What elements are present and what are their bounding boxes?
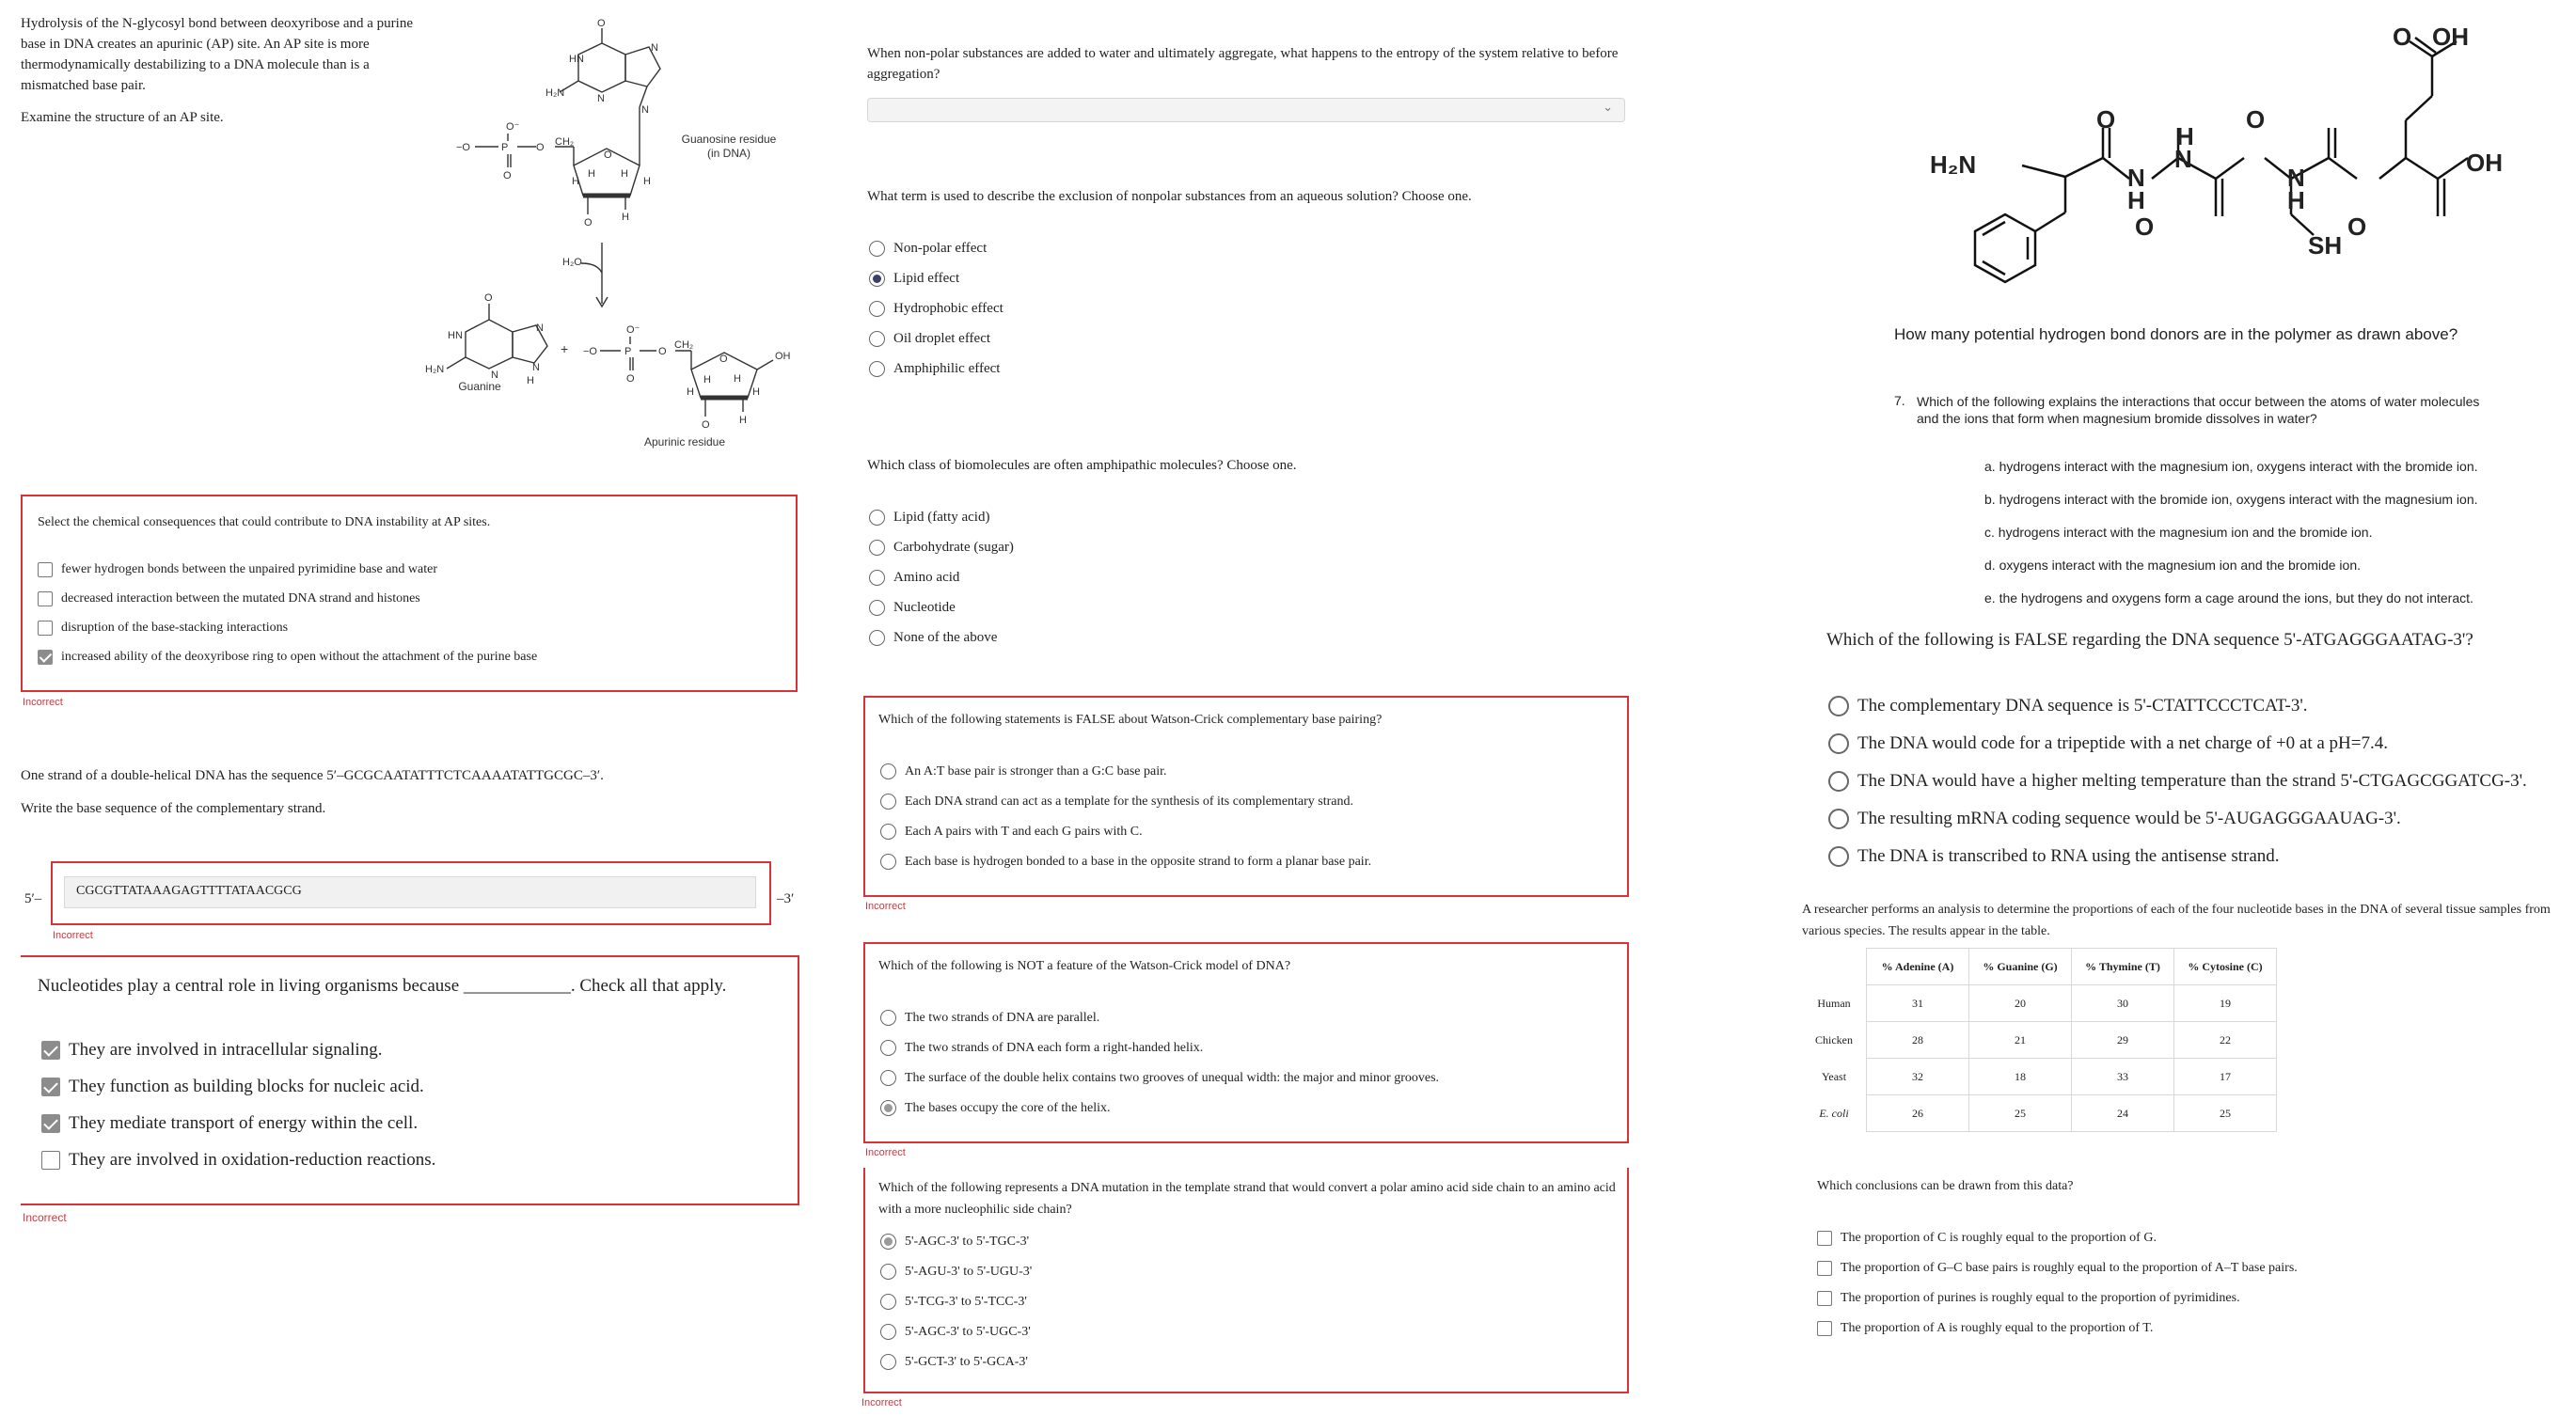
checkbox[interactable] [38, 591, 53, 606]
svg-text:H: H [622, 212, 629, 223]
radio-button[interactable] [880, 854, 896, 870]
svg-text:O: O [658, 346, 667, 357]
option-label: The DNA would have a higher melting temperature than the strand 5'-CTGAGCGGATCG-3'. [1857, 771, 2527, 791]
comp-answer-box [51, 861, 771, 925]
mgbr-option-b[interactable]: b. hydrogens interact with the bromide ion, oxygens interact with the magnesium ion. [1984, 492, 2478, 507]
radio-button[interactable] [1828, 696, 1849, 716]
option-label: Amphiphilic effect [893, 361, 1001, 376]
nuc-option-2[interactable] [41, 1077, 424, 1097]
mgbr-option-d[interactable]: d. oxygens interact with the magnesium ion and the bromide ion. [1984, 558, 2362, 573]
ap-question-box [21, 495, 798, 692]
class-option-1[interactable] [869, 510, 989, 526]
nuc-option-3[interactable] [41, 1113, 418, 1134]
option-label: Carbohydrate (sugar) [893, 540, 1014, 555]
option-label: The DNA is transcribed to RNA using the antisense strand. [1857, 846, 2280, 866]
feat-option-2[interactable] [880, 1040, 1203, 1056]
strand-suffix: –3′ [777, 891, 795, 906]
wc-option-4[interactable] [880, 854, 1371, 870]
radio-button[interactable] [880, 763, 896, 779]
wc-question-prompt: Which of the following statements is FALSE about Watson-Crick complementary base pairing? [878, 713, 1383, 727]
ap-option-3[interactable] [38, 621, 288, 636]
table-cell: 25 [1969, 1095, 2072, 1132]
feat-question-box [863, 942, 1629, 1143]
column-header: % Adenine (A) [1867, 949, 1969, 985]
row-label: Human [1802, 985, 1867, 1022]
option-label: Nucleotide [893, 600, 956, 615]
svg-text:H: H [643, 176, 651, 187]
option-label: The two strands of DNA each form a right-handed helix. [905, 1040, 1204, 1055]
option-label: They are involved in intracellular signaling. [69, 1040, 383, 1060]
option-label: fewer hydrogen bonds between the unpaired pyrimidine base and water [61, 562, 438, 576]
svg-text:O: O [604, 149, 612, 161]
ap-option-2[interactable] [38, 591, 420, 606]
svg-text:N: N [532, 362, 540, 373]
option-label: 5'-AGC-3' to 5'-UGC-3' [905, 1324, 1031, 1339]
svg-text:CH₂: CH₂ [555, 136, 575, 148]
option-label: They mediate transport of energy within the cell. [69, 1113, 419, 1133]
svg-text:N: N [491, 370, 498, 381]
svg-text:HN: HN [448, 330, 463, 341]
checkbox-checked[interactable] [41, 1114, 60, 1133]
svg-text:N: N [597, 93, 605, 104]
option-label: The surface of the double helix contains two grooves of unequal width: the major and minor grooves. [905, 1070, 1440, 1085]
svg-text:O: O [503, 170, 512, 181]
svg-text:−O: −O [456, 142, 470, 153]
term-option-4[interactable] [869, 331, 990, 347]
svg-text:H: H [752, 386, 760, 398]
table-corner [1802, 949, 1867, 985]
guanosine-sublabel: (in DNA) [706, 147, 751, 160]
class-option-2[interactable] [869, 540, 1014, 556]
checkbox[interactable] [1817, 1261, 1832, 1276]
table-header-row [1802, 949, 2277, 985]
entropy-select[interactable] [867, 98, 1625, 122]
feat-option-3[interactable] [880, 1070, 1439, 1086]
mgbr-question-prompt: Which of the following explains the interactions that occur between the atoms of water molecules and the ions that form when magnesium bromide dissolves in water? [1917, 394, 2480, 426]
radio-button[interactable] [869, 630, 885, 646]
option-label: The bases occupy the core of the helix. [905, 1100, 1111, 1115]
svg-text:N: N [651, 42, 658, 54]
ap-option-4[interactable] [38, 650, 537, 665]
radio-button[interactable] [880, 1264, 896, 1280]
conclusion-option-1[interactable] [1817, 1231, 2157, 1246]
ap-intro-text: Hydrolysis of the N-glycosyl bond between deoxyribose and a purine base in DNA creates an apurinic (AP) site. An AP site is more thermodynamically destabilizing to a DNA molecule than is a mismatched base pair. [21, 16, 413, 93]
nuc-question-box [21, 955, 799, 1205]
svg-text:O⁻: O⁻ [626, 324, 640, 336]
table-cell: 31 [1867, 985, 1969, 1022]
radio-button[interactable] [1828, 846, 1849, 867]
checkbox[interactable] [1817, 1321, 1832, 1336]
option-label: The proportion of G–C base pairs is roughly equal to the proportion of A–T base pairs. [1841, 1261, 2298, 1275]
svg-text:H: H [734, 373, 741, 385]
option-label: The complementary DNA sequence is 5'-CTATTCCCTCAT-3'. [1857, 696, 2308, 716]
svg-text:O: O [719, 354, 728, 365]
table-cell: 29 [2072, 1022, 2174, 1059]
atom-o4: O [2347, 212, 2367, 241]
checkbox-checked[interactable] [38, 650, 53, 665]
svg-text:H₂N: H₂N [545, 87, 565, 99]
checkbox[interactable] [1817, 1231, 1832, 1246]
table-row [1802, 1059, 2277, 1095]
mut-option-4[interactable] [880, 1324, 1031, 1340]
table-cell: 33 [2072, 1059, 2174, 1095]
atom-o2: O [2135, 212, 2155, 241]
wc-option-3[interactable] [880, 824, 1143, 840]
seq-option-2[interactable] [1828, 733, 2388, 754]
feat-option-4[interactable] [880, 1100, 1110, 1116]
radio-button-selected[interactable] [869, 271, 885, 287]
mut-option-3[interactable] [880, 1294, 1027, 1310]
table-question-intro: A researcher performs an analysis to determine the proportions of each of the four nucleotide bases in the DNA of several tissue samples from various species. The results appear in the table. [1802, 903, 2551, 938]
radio-button[interactable] [880, 1040, 896, 1056]
table-cell: 17 [2174, 1059, 2277, 1095]
peptide-structure-diagram [1919, 17, 2539, 318]
svg-text:H: H [703, 374, 711, 385]
comp-question-prompt: One strand of a double-helical DNA has the sequence 5′–GCGCAATATTTCTCAAAATATTGCGC–3′. [21, 768, 604, 783]
atom-sh: SH [2308, 231, 2343, 260]
option-label: Each base is hydrogen bonded to a base in the opposite strand to form a planar base pair. [905, 854, 1372, 869]
option-label: They function as building blocks for nucleic acid. [69, 1077, 424, 1096]
radio-button[interactable] [1828, 771, 1849, 792]
entropy-question-prompt: When non-polar substances are added to water and ultimately aggregate, what happens to the entropy of the system relative to before aggregation? [867, 46, 1619, 82]
table-cell: 22 [2174, 1022, 2277, 1059]
radio-button[interactable] [869, 540, 885, 556]
option-label: 5'-TCG-3' to 5'-TCC-3' [905, 1294, 1027, 1309]
svg-text:−O: −O [583, 346, 597, 357]
radio-button-selected[interactable] [880, 1234, 896, 1250]
column-header: % Thymine (T) [2072, 949, 2174, 985]
radio-button[interactable] [869, 361, 885, 377]
svg-text:O⁻: O⁻ [506, 121, 520, 133]
option-label: The proportion of A is roughly equal to the proportion of T. [1841, 1321, 2154, 1335]
svg-text:P: P [501, 142, 509, 153]
mut-question-box [863, 1168, 1629, 1393]
svg-text:P: P [624, 346, 632, 357]
svg-text:H: H [572, 176, 579, 187]
class-option-3[interactable] [869, 570, 959, 586]
option-label: 5'-GCT-3' to 5'-GCA-3' [905, 1354, 1028, 1369]
class-option-5[interactable] [869, 630, 997, 646]
mut-question-prompt: Which of the following represents a DNA mutation in the template strand that would convert a polar amino acid side chain to an amino acid with a more nucleophilic side chain? [878, 1181, 1616, 1217]
table-cell: 20 [1969, 985, 2072, 1022]
option-label: Each DNA strand can act as a template for the synthesis of its complementary strand. [905, 794, 1354, 809]
class-option-4[interactable] [869, 600, 956, 616]
option-label: The resulting mRNA coding sequence would be 5'-AUGAGGGAAUAG-3'. [1857, 809, 2401, 828]
option-label: Lipid (fatty acid) [893, 510, 990, 525]
svg-text:O: O [484, 292, 493, 304]
term-option-1[interactable] [869, 241, 987, 257]
mgbr-question-number: 7. [1894, 393, 1905, 408]
chevron-down-icon: ⌄ [1603, 100, 1613, 114]
term-option-5[interactable] [869, 361, 1000, 377]
radio-button[interactable] [869, 600, 885, 616]
svg-text:CH₂: CH₂ [674, 339, 694, 351]
atom-h1: H [2127, 186, 2145, 214]
svg-text:H₂N: H₂N [425, 364, 445, 375]
atom-oh1: OH [2432, 23, 2469, 51]
seq-question-prompt: Which of the following is FALSE regarding the DNA sequence 5'-ATGAGGGAATAG-3'? [1826, 630, 2473, 650]
svg-text:O: O [584, 217, 593, 228]
column-header: % Guanine (G) [1969, 949, 2072, 985]
mut-option-5[interactable] [880, 1354, 1028, 1370]
option-label: None of the above [893, 630, 998, 645]
wc-question-box [863, 696, 1629, 897]
option-label: They are involved in oxidation-reduction reactions. [69, 1150, 436, 1170]
mgbr-option-c[interactable]: c. hydrogens interact with the magnesium ion and the bromide ion. [1984, 525, 2373, 540]
checkbox[interactable] [41, 1151, 60, 1170]
atom-n2: N [2174, 145, 2192, 173]
checkbox-checked[interactable] [41, 1078, 60, 1096]
svg-text:H: H [687, 386, 694, 398]
atom-o3: O [2246, 105, 2266, 134]
wc-status: Incorrect [865, 901, 906, 912]
atom-n1: N [2127, 164, 2145, 192]
option-label: The proportion of purines is roughly equal to the proportion of pyrimidines. [1841, 1291, 2240, 1305]
table-cell: 24 [2072, 1095, 2174, 1132]
atom-h2: H [2176, 122, 2194, 150]
radio-button[interactable] [880, 1354, 896, 1370]
svg-text:O: O [626, 373, 635, 385]
ap-question-prompt: Select the chemical consequences that could contribute to DNA instability at AP sites. [38, 515, 491, 529]
nuc-option-4[interactable] [41, 1150, 435, 1171]
class-question-prompt: Which class of biomolecules are often amphipathic molecules? Choose one. [867, 458, 1297, 473]
svg-text:O: O [702, 419, 710, 431]
nucleotide-table [1802, 948, 2277, 1132]
table-cell: 25 [2174, 1095, 2277, 1132]
option-label: The DNA would code for a tripeptide with a net charge of +0 at a pH=7.4. [1857, 733, 2388, 753]
option-label: Oil droplet effect [893, 331, 991, 346]
conclusion-option-2[interactable] [1817, 1261, 2298, 1276]
wc-option-2[interactable] [880, 794, 1353, 810]
svg-text:H: H [588, 168, 595, 180]
table-cell: 26 [1867, 1095, 1969, 1132]
option-label: Each A pairs with T and each G pairs with C. [905, 824, 1143, 839]
mgbr-option-e[interactable]: e. the hydrogens and oxygens form a cage around the ions, but they do not interact. [1984, 590, 2473, 606]
option-label: Hydrophobic effect [893, 301, 1004, 316]
atom-o5: O [2393, 23, 2412, 51]
option-label: disruption of the base-stacking interactions [61, 621, 289, 635]
svg-text:N: N [536, 323, 544, 334]
checkbox[interactable] [38, 621, 53, 636]
atom-h3: H [2287, 186, 2305, 214]
conclusion-prompt: Which conclusions can be drawn from this data? [1817, 1179, 2074, 1193]
row-label: Chicken [1802, 1022, 1867, 1059]
guanosine-label: Guanosine residue [681, 133, 777, 146]
term-question-prompt: What term is used to describe the exclusion of nonpolar substances from an aqueous solution? Choose one. [867, 189, 1472, 204]
option-label: increased ability of the deoxyribose ring to open without the attachment of the purine base [61, 650, 538, 664]
table-cell: 18 [1969, 1059, 2072, 1095]
option-label: 5'-AGC-3' to 5'-TGC-3' [905, 1234, 1030, 1249]
radio-button[interactable] [880, 1324, 896, 1340]
comp-status: Incorrect [53, 930, 93, 941]
option-label: Non-polar effect [893, 241, 988, 256]
term-option-2[interactable] [869, 271, 959, 287]
nuc-option-1[interactable] [41, 1040, 382, 1061]
atom-n3: N [2287, 164, 2305, 192]
mgbr-option-a[interactable]: a. hydrogens interact with the magnesium ion, oxygens interact with the bromide ion. [1984, 459, 2478, 474]
radio-button[interactable] [880, 824, 896, 840]
radio-button[interactable] [869, 241, 885, 257]
table-row [1802, 985, 2277, 1022]
comp-answer-value: CGCGTTATAAAGAGTTTTATAACGCG [76, 884, 302, 898]
table-cell: 30 [2072, 985, 2174, 1022]
radio-button[interactable] [869, 301, 885, 317]
svg-text:H: H [739, 415, 747, 426]
column-header: % Cytosine (C) [2174, 949, 2277, 985]
nuc-question-prompt: Nucleotides play a central role in living organisms because ____________. Check all that apply. [38, 976, 727, 996]
feat-option-1[interactable] [880, 1010, 1099, 1026]
strand-prefix: 5′– [24, 891, 42, 906]
svg-text:H: H [527, 375, 534, 386]
comp-question-instruction: Write the base sequence of the complementary strand. [21, 801, 326, 816]
table-cell: 28 [1867, 1022, 1969, 1059]
svg-text:N: N [641, 104, 649, 116]
seq-option-5[interactable] [1828, 846, 2280, 867]
row-label: Yeast [1802, 1059, 1867, 1095]
radio-button[interactable] [869, 510, 885, 526]
svg-text:HN: HN [569, 54, 584, 65]
table-cell: 19 [2174, 985, 2277, 1022]
radio-button[interactable] [880, 1070, 896, 1086]
feat-status: Incorrect [865, 1147, 906, 1158]
table-cell: 32 [1867, 1059, 1969, 1095]
radio-button[interactable] [869, 570, 885, 586]
mut-option-2[interactable] [880, 1264, 1032, 1280]
water-label: H₂O [562, 257, 582, 268]
option-label: Lipid effect [893, 271, 960, 286]
ap-status: Incorrect [23, 697, 63, 708]
mut-status: Incorrect [861, 1397, 902, 1408]
svg-text:O: O [536, 142, 545, 153]
option-label: An A:T base pair is stronger than a G:C base pair. [905, 763, 1167, 779]
table-cell: 21 [1969, 1022, 2072, 1059]
plus-sign: + [561, 341, 569, 356]
svg-text:O: O [597, 18, 606, 29]
table-row [1802, 1022, 2277, 1059]
radio-button[interactable] [880, 794, 896, 810]
conclusion-option-3[interactable] [1817, 1291, 2240, 1306]
hbond-question-prompt: How many potential hydrogen bond donors are in the polymer as drawn above? [1894, 325, 2458, 343]
option-label: 5'-AGU-3' to 5'-UGU-3' [905, 1264, 1033, 1279]
svg-text:OH: OH [775, 351, 791, 362]
mut-option-1[interactable] [880, 1234, 1029, 1250]
radio-button[interactable] [1828, 809, 1849, 829]
comp-answer-input[interactable] [64, 876, 756, 908]
checkbox[interactable] [1817, 1291, 1832, 1306]
radio-button[interactable] [880, 1294, 896, 1310]
atom-oh2: OH [2466, 149, 2503, 177]
radio-button-selected[interactable] [880, 1100, 896, 1116]
option-label: The two strands of DNA are parallel. [905, 1010, 1100, 1025]
ap-examine-text: Examine the structure of an AP site. [21, 110, 224, 125]
ap-site-diagram [404, 17, 809, 459]
atom-h2n: H₂N [1930, 150, 1977, 179]
svg-text:H: H [621, 168, 628, 180]
apurinic-label: Apurinic residue [643, 435, 726, 448]
table-row [1802, 1095, 2277, 1132]
checkbox-checked[interactable] [41, 1041, 60, 1060]
ap-option-1[interactable] [38, 562, 437, 577]
seq-option-4[interactable] [1828, 809, 2401, 829]
seq-option-3[interactable] [1828, 771, 2527, 792]
guanine-label: Guanine [458, 380, 501, 393]
checkbox[interactable] [38, 562, 53, 577]
radio-button[interactable] [880, 1010, 896, 1026]
option-label: decreased interaction between the mutated DNA strand and histones [61, 591, 420, 606]
option-label: Amino acid [893, 570, 960, 585]
conclusion-option-4[interactable] [1817, 1321, 2153, 1336]
row-label: E. coli [1802, 1095, 1867, 1132]
term-option-3[interactable] [869, 301, 1004, 317]
radio-button[interactable] [869, 331, 885, 347]
atom-o1: O [2096, 105, 2116, 134]
seq-option-1[interactable] [1828, 696, 2308, 716]
wc-option-1[interactable] [880, 763, 1167, 779]
feat-question-prompt: Which of the following is NOT a feature of the Watson-Crick model of DNA? [878, 959, 1291, 973]
option-label: The proportion of C is roughly equal to the proportion of G. [1841, 1231, 2157, 1245]
radio-button[interactable] [1828, 733, 1849, 754]
nuc-status: Incorrect [23, 1211, 67, 1224]
